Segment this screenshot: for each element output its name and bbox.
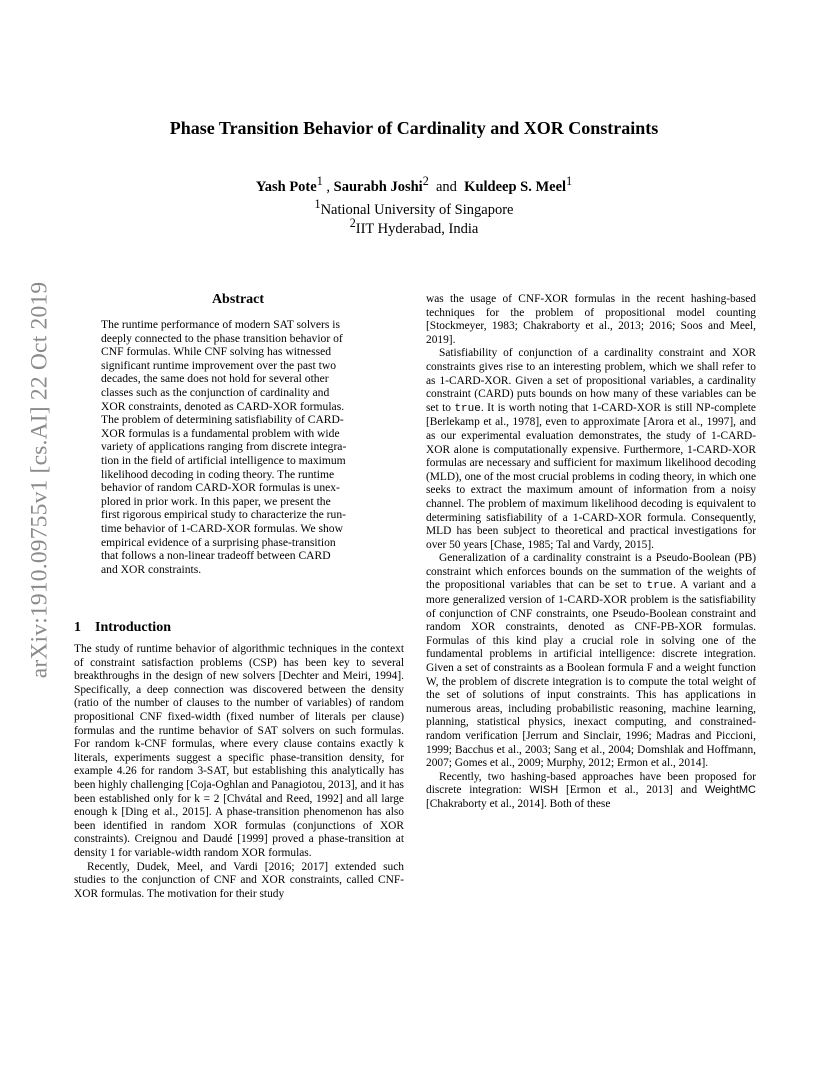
paragraph: The study of runtime behavior of algorithmic techniques in the context of constraint satisfaction problems (CSP) has been key to several breakthroughs in the design of new solvers [Dechter and Meiri, 1994]. Specifically, a deep connection was discovered between the density (ratio of the number of clauses to the number of variables) of random propositional CNF fixed-width (fixed number of literals per clause) formulas and the runtime behavior of SAT solvers on such formulas. For random k-CNF formulas, where every clause contains exactly k literals, experiments suggest a specific phase-transition density, for example 4.26 for random 3-SAT, but establishing this analytically has been highly challenging [Coja-Oghlan and Panagiotou, 2013], and it has been established only for k = 2 [Chvátal and Reed, 1992] and all large enough k [Ding et al., 2015]. A phase-transition phenomenon has also been identified in random XOR formulas (conjunctions of XOR constraints). Creignou and Daudé [1999] proved a phase-transition at density 1 for variable-width random XOR formulas.: [74, 643, 404, 859]
abstract-line: The problem of determining satisfiability of CARD-: [101, 413, 344, 427]
abstract-line: CNF formulas. While CNF solving has witnessed: [101, 345, 332, 359]
code-token: true: [454, 402, 481, 415]
abstract-line: likelihood decoding in coding theory. The runtime: [101, 467, 335, 481]
abstract-heading: Abstract: [211, 292, 265, 307]
arxiv-stamp: arXiv:1910.09755v1 [cs.AI] 22 Oct 2019: [26, 281, 53, 679]
abstract-line: decades, the same does not hold for several other: [101, 372, 329, 386]
affiliation-mark: 2: [349, 216, 356, 230]
abstract-line: variety of applications ranging from discrete integra-: [101, 440, 347, 454]
section-number: 1: [74, 620, 81, 635]
text-run: Satisfiability of conjunction of a cardinality constraint and XOR constraints gives rise to an interesting problem, which we shall refer to as 1-CARD-XOR. Given a set of propositional variables, a cardinality constraint (CARD) puts bounds on how many of these variables can be set to: [426, 347, 756, 414]
text-run: [Chakraborty et al., 2014]. Both of these: [426, 797, 611, 810]
left-column-body: [74, 643, 404, 901]
abstract-line: that follows a non-linear tradeoff between CARD: [101, 549, 331, 563]
author-separator: and: [428, 178, 465, 195]
abstract-line: The runtime performance of modern SAT solvers is: [101, 318, 341, 331]
abstract-line: empirical evidence of a surprising phase-transition: [101, 535, 336, 549]
abstract-line: deeply connected to the phase transition behavior of: [101, 331, 343, 345]
author-separator: ,: [322, 178, 334, 195]
abstract-line: plored in prior work. In this paper, we present the: [101, 494, 331, 508]
text-run: . It is worth noting that 1-CARD-XOR is still NP-complete [Berlekamp et al., 1978], even to approximate [Arora et al., 1997], and as our experimental evaluation demonstrates, the study of 1-CARD-XOR alone is computationally expensive. Furthermore, 1-CARD-XOR formulas are necessary and sufficient for maximum likelihood decoding (MLD), one of the most crucial problems in coding theory, in which one seeks to extract the maximum amount of information from a noisy channel. The problem of maximum likelihood decoding is equivalent to determining satisfiability of a 1-CARD-XOR formula. Consequently, MLD has been subject to theoretical and practical investigations for over 50 years [Chase, 1985; Tal and Vardy, 2015].: [426, 401, 756, 551]
algorithm-name: WISH: [529, 784, 559, 797]
abstract-line: XOR formulas is a fundamental problem with wide: [101, 426, 340, 440]
text-run: Recently, two hashing-based approaches have been proposed for discrete integration:: [426, 770, 756, 797]
paragraph: [426, 347, 756, 552]
section-heading: [74, 620, 171, 636]
author-affil-mark: 1: [566, 174, 573, 188]
algorithm-name: WeightMC: [704, 784, 756, 797]
author-name: Saurabh Joshi: [333, 178, 423, 195]
author-affil-mark: 1: [316, 174, 323, 188]
affiliation: [0, 216, 828, 238]
abstract-line: behavior of random CARD-XOR formulas is unex-: [101, 481, 340, 495]
affiliation-mark: 1: [314, 197, 321, 211]
affiliation-name: IIT Hyderabad, India: [355, 220, 479, 237]
right-column-body: [426, 293, 756, 812]
abstract-line: significant runtime improvement over the past two: [101, 358, 337, 372]
author-affil-mark: 2: [422, 174, 429, 188]
code-token: true: [646, 580, 673, 593]
author-list: [0, 174, 828, 196]
paper-title: Phase Transition Behavior of Cardinality and XOR Constraints: [169, 118, 659, 138]
paragraph: [426, 771, 756, 812]
author-name: Yash Pote: [255, 178, 317, 195]
abstract-line: tion in the field of artificial intelligence to maximum: [101, 453, 346, 467]
abstract-body: [101, 318, 375, 576]
section-title: Introduction: [95, 620, 171, 635]
abstract-line: and XOR constraints.: [101, 562, 202, 576]
abstract-line: first rigorous empirical study to characterize the run-: [101, 508, 346, 522]
text-run: Generalization of a cardinality constraint is a Pseudo-Boolean (PB) constraint which enforces bounds on the summation of the weights of the propositional variables that can be set to: [426, 552, 756, 592]
author-name: Kuldeep S. Meel: [464, 178, 567, 195]
text-run: . A variant and a more generalized version of 1-CARD-XOR problem is the satisfiability of conjunction of CNF constraints, one Pseudo-Boolean constraint and random XOR constraints, denoted as CNF-PB-XOR formulas. Formulas of this kind play a crucial role in solving one of the fundamental problems in artificial intelligence: discrete integration. Given a set of constraints as a Boolean formula F and a weight function W, the problem of discrete integration is to compute the total weight of the set of solutions of input constraints. This has applications in numerous areas, including probabilistic reasoning, machine learning, planning, statistical physics, inexact computing, and constrained-random verification [Jerrum and Sinclair, 1996; Madras and Piccioni, 1999; Bacchus et al., 2003; Sang et al., 2004; Domshlak and Hoffmann, 2007; Gomes et al., 2009; Murphy, 2012; Ermon et al., 2014].: [426, 579, 756, 770]
paragraph: was the usage of CNF-XOR formulas in the recent hashing-based techniques for the problem of propositional model counting [Stockmeyer, 1983; Chakraborty et al., 2013; 2016; Soos and Meel, 2019].: [426, 293, 756, 346]
paragraph: [426, 552, 756, 771]
abstract-line: time behavior of 1-CARD-XOR formulas. We show: [101, 521, 343, 535]
abstract-line: XOR constraints, denoted as CARD-XOR formulas.: [101, 399, 345, 413]
paragraph: Recently, Dudek, Meel, and Vardi [2016; 2017] extended such studies to the conjunction of CNF and XOR constraints, called CNF-XOR formulas. The motivation for their study: [74, 860, 404, 900]
abstract-line: classes such as the conjunction of cardinality and: [101, 385, 330, 399]
affiliation-name: National University of Singapore: [320, 201, 514, 218]
text-run: [Ermon et al., 2013] and: [558, 784, 705, 797]
